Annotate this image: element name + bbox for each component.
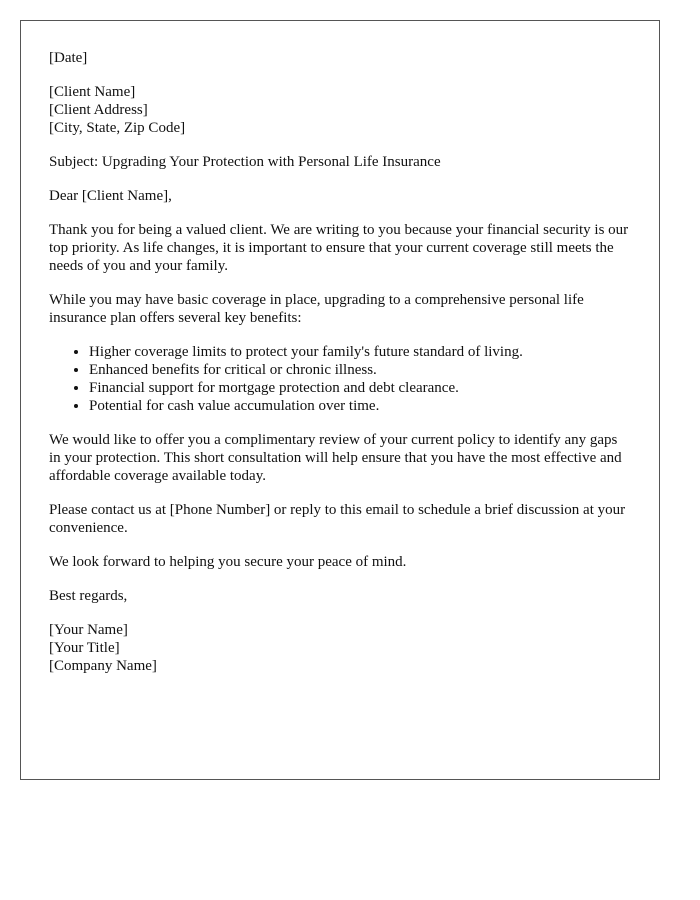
benefit-item: • Potential for cash value accumulation over time.	[89, 397, 631, 415]
letter-salutation: Dear [Client Name],	[49, 188, 172, 204]
letter-subject: Subject: Upgrading Your Protection with Personal Life Insurance	[49, 154, 441, 170]
recipient-address-block	[49, 83, 631, 137]
paragraph-contact: Please contact us at [Phone Number] or reply to this email to schedule a brief discussion at your convenience.	[49, 502, 626, 536]
recipient-address: [Client Address]	[49, 102, 148, 118]
letter-date: [Date]	[49, 50, 88, 66]
recipient-name: [Client Name]	[49, 84, 136, 100]
benefits-list	[49, 343, 631, 415]
paragraph-review-offer: We would like to offer you a complimentary review of your current policy to identify any gaps in your protection. This short consultation will help ensure that you have the most effective and affordable coverage available today.	[49, 432, 622, 484]
paragraph-benefits-lead: While you may have basic coverage in place, upgrading to a comprehensive personal life insurance plan offers several key benefits:	[49, 292, 584, 326]
benefit-item: • Enhanced benefits for critical or chronic illness.	[89, 361, 631, 379]
letter-closing: Best regards,	[49, 588, 128, 604]
signature-company: [Company Name]	[49, 658, 157, 674]
benefit-item: • Financial support for mortgage protection and debt clearance.	[89, 379, 631, 397]
signature-title: [Your Title]	[49, 640, 120, 656]
signature-block	[49, 621, 631, 675]
paragraph-intro: Thank you for being a valued client. We are writing to you because your financial security is our top priority. As life changes, it is important to ensure that your current coverage still meets the needs of you and your family.	[49, 222, 629, 274]
recipient-city-line: [City, State, Zip Code]	[49, 120, 186, 136]
paragraph-closing-remark: We look forward to helping you secure your peace of mind.	[49, 554, 407, 570]
signature-name: [Your Name]	[49, 622, 128, 638]
benefit-item: • Higher coverage limits to protect your family's future standard of living.	[89, 343, 631, 361]
letter-page	[20, 20, 660, 780]
